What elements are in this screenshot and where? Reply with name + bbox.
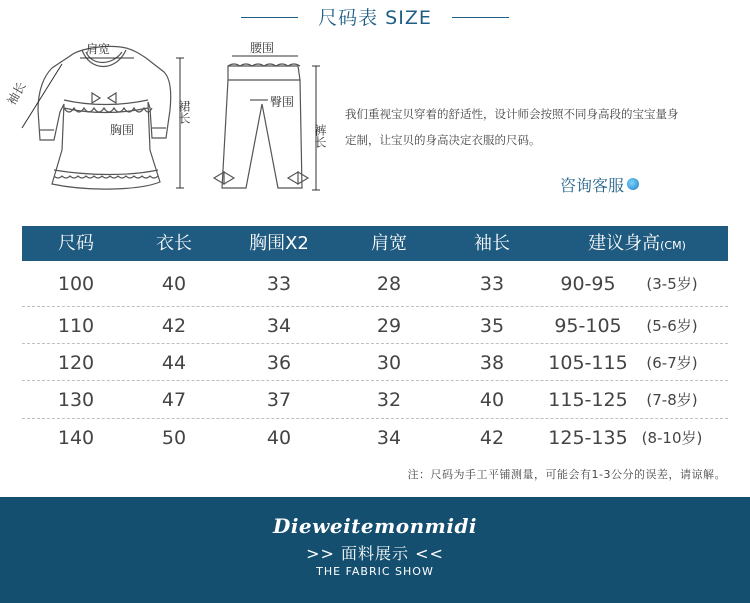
cell-height: 115-125	[548, 389, 628, 411]
cell-chest: 34	[266, 315, 292, 337]
cell-size: 120	[57, 352, 95, 374]
cell-age: (5-6岁)	[646, 317, 698, 335]
cell-length: 47	[161, 389, 187, 411]
size-table-header	[22, 226, 728, 261]
cell-age: (6-7岁)	[646, 354, 698, 372]
cell-length: 40	[161, 273, 187, 295]
cell-shoulder: 34	[376, 427, 402, 449]
size-chart-header	[0, 6, 750, 30]
cell-shoulder: 28	[376, 273, 402, 295]
cell-shoulder: 29	[376, 315, 402, 337]
description-line-2: 定制，让宝贝的身高决定衣服的尺码。	[345, 133, 541, 147]
table-row	[22, 266, 728, 302]
table-row	[22, 345, 728, 381]
label-sleeve: 袖长	[4, 79, 29, 108]
label-waist: 腰围	[250, 41, 275, 55]
header-size: 尺码	[58, 233, 94, 254]
header-height-unit: (CM)	[660, 239, 686, 252]
cell-shoulder: 32	[376, 389, 402, 411]
cell-length: 44	[161, 352, 187, 374]
header-chest: 胸围X2	[249, 233, 309, 254]
label-hip: 臀围	[270, 95, 295, 109]
description-line-1: 我们重视宝贝穿着的舒适性，设计师会按照不同身高段的宝宝量身	[345, 107, 679, 121]
cell-shoulder: 30	[376, 352, 402, 374]
dress-sketch	[38, 46, 171, 189]
label-dress-length: 裙长	[177, 100, 191, 124]
cell-size: 140	[57, 427, 95, 449]
title-line-right	[452, 17, 509, 18]
fabric-title-en: THE FABRIC SHOW	[316, 565, 434, 578]
dress-measure-lines	[22, 58, 184, 188]
table-row	[22, 420, 728, 456]
garment-measurement-diagram	[0, 30, 340, 215]
consult-label: 咨询客服	[560, 175, 625, 195]
row-divider	[22, 343, 728, 344]
header-length: 衣长	[156, 233, 192, 254]
cell-size: 130	[57, 389, 95, 411]
row-divider	[22, 306, 728, 307]
row-divider	[22, 380, 728, 381]
cell-height: 95-105	[554, 315, 622, 337]
cell-chest: 36	[266, 352, 292, 374]
cell-height: 125-135	[548, 427, 628, 449]
cell-age: (7-8岁)	[646, 391, 698, 409]
cell-size: 110	[57, 315, 95, 337]
cell-height: 105-115	[548, 352, 628, 374]
table-row	[22, 308, 728, 344]
consult-service-link[interactable]	[560, 172, 639, 196]
cell-sleeve: 38	[479, 352, 505, 374]
pants-measure-lines	[232, 56, 320, 190]
cell-length: 42	[161, 315, 187, 337]
title-line-left	[241, 17, 298, 18]
header-sleeve: 袖长	[474, 233, 510, 254]
header-height-label: 建议身高	[588, 233, 661, 254]
cell-age: (3-5岁)	[646, 275, 698, 293]
cell-height: 90-95	[560, 273, 616, 295]
cell-sleeve: 42	[479, 427, 505, 449]
cell-size: 100	[57, 273, 95, 295]
cell-chest: 37	[266, 389, 292, 411]
cell-age: (8-10岁)	[641, 429, 703, 447]
pants-sketch	[214, 64, 308, 188]
row-divider	[22, 418, 728, 419]
cell-sleeve: 40	[479, 389, 505, 411]
label-shoulder: 肩宽	[86, 42, 111, 56]
label-chest: 胸围	[110, 123, 135, 137]
header-height	[546, 226, 728, 261]
header-shoulder: 肩宽	[371, 233, 407, 254]
fit-description	[345, 101, 740, 153]
label-pants-length: 裤长	[313, 124, 327, 148]
cell-chest: 33	[266, 273, 292, 295]
page-title: 尺码表 SIZE	[318, 7, 432, 29]
cell-chest: 40	[266, 427, 292, 449]
cell-length: 50	[161, 427, 187, 449]
table-row	[22, 382, 728, 418]
measurement-note: 注：尺码为手工平铺测量，可能会有1-3公分的误差，请谅解。	[407, 468, 726, 481]
fabric-title-cn: >> 面料展示 <<	[306, 544, 444, 563]
brand-logo: Dieweitemonmidi	[272, 514, 478, 538]
cell-sleeve: 33	[479, 273, 505, 295]
cell-sleeve: 35	[479, 315, 505, 337]
chat-bubble-icon	[627, 178, 639, 190]
